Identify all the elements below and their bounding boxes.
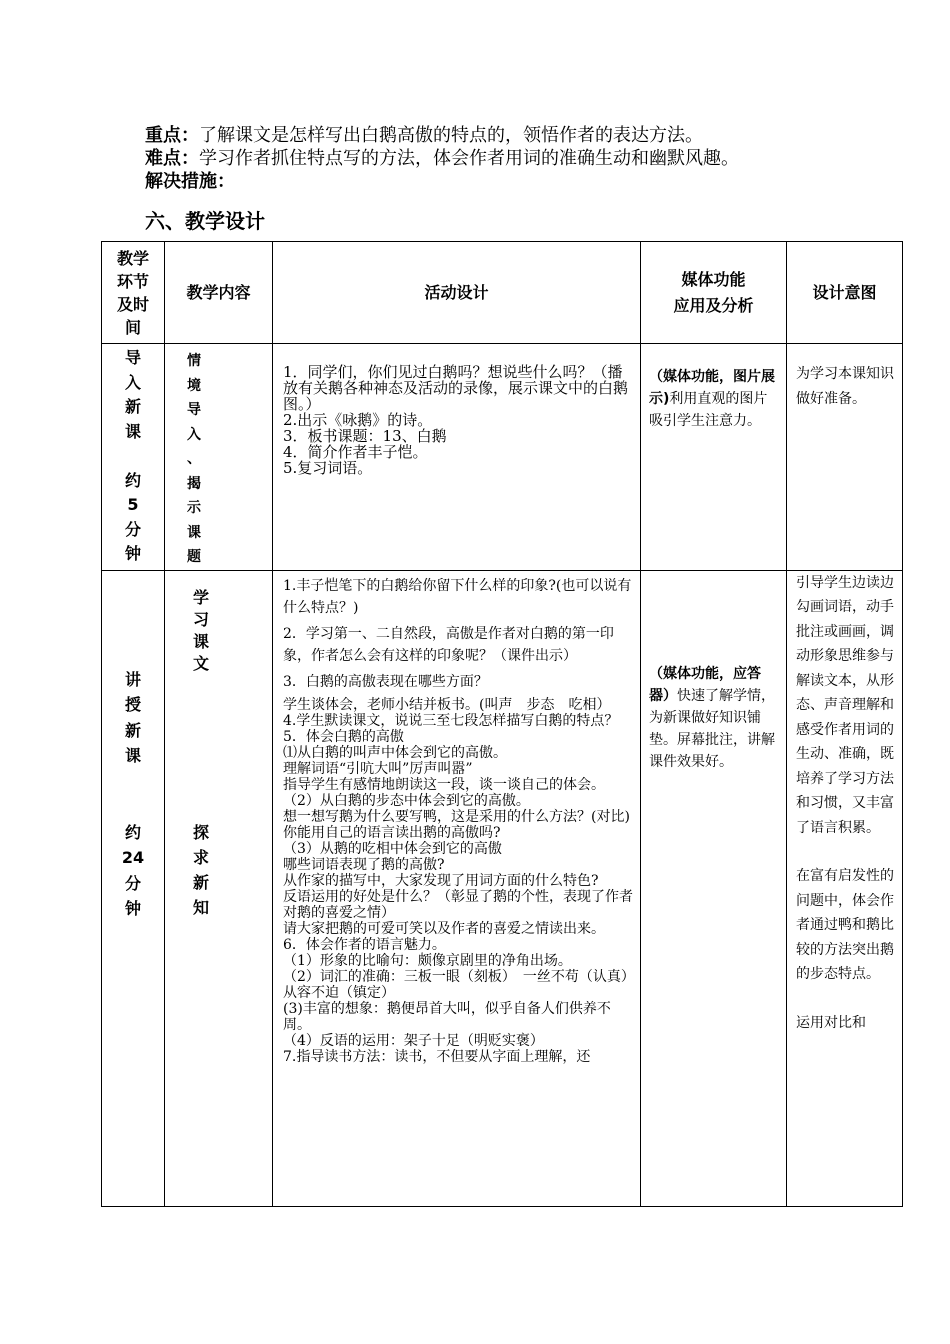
intro-media <box>641 344 787 571</box>
header-media <box>641 242 787 344</box>
intent-paragraph: 运用对比和 <box>796 1014 866 1031</box>
teaching-intent <box>787 570 903 1206</box>
activity-line: 1.丰子恺笔下的白鹅给你留下什么样的印象?(也可以说有什么特点？) <box>283 577 632 616</box>
activity-line: 指导学生有感情地朗读这一段，谈一谈自己的体会。 <box>283 776 605 793</box>
header-stage-line: 环节 <box>116 271 149 291</box>
teaching-stage-char: 24 <box>121 848 145 867</box>
intro-stage-char: 钟 <box>124 544 141 563</box>
teaching-content <box>165 570 273 1206</box>
difficult-point <box>145 147 739 170</box>
header-activity: 活动设计 <box>273 242 641 344</box>
header-stage-line: 及时 <box>116 294 149 314</box>
intro-stage-char: 入 <box>124 372 141 392</box>
teaching-stage-char: 分 <box>124 873 141 893</box>
intro-intent <box>787 344 903 571</box>
teaching-stage-char: 授 <box>124 695 141 714</box>
activity-line: 1．同学们，你们见过白鹅吗？想说些什么吗？（播放有关鹅各种神态及活动的录像，展示课文中的白鹅图。） <box>283 363 629 413</box>
intro-stage-char: 导 <box>124 348 141 367</box>
activity-line: 6．体会作者的语言魅力。 <box>283 936 446 953</box>
intro-stage-char: 新 <box>124 397 141 416</box>
teaching-content-char: 习 <box>193 609 210 629</box>
intent-paragraph: 引导学生边读边勾画词语，动手批注或画画，调动形象思维参与解读文本，从形态、声音理解和感受作者用词的生动、准确，既培养了学习方法和习惯，又丰富了语言积累。 <box>796 574 894 836</box>
intro-media-label: （媒体功能，图片展示) <box>649 369 775 407</box>
activity-line: （4）反语的运用：架子十足（明贬实褒） <box>283 1032 544 1049</box>
header-content: 教学内容 <box>165 242 273 344</box>
intro-content-char: 境 <box>187 377 201 394</box>
header-stage <box>102 242 165 344</box>
key-point-text: 了解课文是怎样写出白鹅高傲的特点的，领悟作者的表达方法。 <box>199 125 703 146</box>
activity-line: 4．简介作者丰子恺。 <box>283 443 428 461</box>
teaching-content-char: 知 <box>193 897 210 917</box>
intro-intent-text: 为学习本课知识做好准备。 <box>796 366 894 407</box>
activity-line: 5.复习词语。 <box>283 459 373 477</box>
header-intent: 设计意图 <box>787 242 903 344</box>
teaching-content-char: 求 <box>193 847 210 867</box>
teaching-media-text: 快速了解学情，为新课做好知识铺垫。屏幕批注，讲解课件效果好。 <box>649 687 775 770</box>
measures-label: 解决措施： <box>145 171 235 192</box>
header-stage-line: 教学 <box>116 248 149 268</box>
activity-line: 反语运用的好处是什么？（彰显了鹅的个性，表现了作者对鹅的喜爱之情） <box>283 888 633 921</box>
teaching-stage-char: 课 <box>124 746 141 765</box>
intro-stage-char: 课 <box>124 421 141 441</box>
intro-content-char: 题 <box>187 549 201 565</box>
intro-content <box>165 344 273 571</box>
section-title: 六、教学设计 <box>145 209 265 233</box>
intro-stage <box>102 344 165 571</box>
activity-line: 2.出示《咏鹅》的诗。 <box>283 411 433 429</box>
activity-line: 5．体会白鹅的高傲 <box>283 728 404 745</box>
intro-stage-char: 约 <box>124 470 141 490</box>
intro-stage-char: 5 <box>127 495 139 514</box>
difficult-point-label: 难点： <box>145 148 199 169</box>
intro-content-char: 揭 <box>187 475 201 492</box>
activity-line: （2）词汇的准确：三板一眼（刻板） 一丝不苟（认真） 从容不迫（镇定） <box>283 968 642 1001</box>
difficult-point-text: 学习作者抓住特点写的方法，体会作者用词的准确生动和幽默风趣。 <box>199 148 739 169</box>
header-media-line: 媒体功能 <box>681 269 746 289</box>
activity-line: 3．板书课题：13、白鹅 <box>283 427 447 445</box>
activity-line: 从作家的描写中，大家发现了用词方面的什么特色? <box>283 872 599 889</box>
teaching-media <box>641 570 787 1206</box>
activity-line: 4.学生默读课文，说说三至七段怎样描写白鹅的特点？ <box>283 712 619 729</box>
activity-line: ⑴从白鹅的叫声中体会到它的高傲。 <box>283 744 507 761</box>
intent-paragraph: 在富有启发性的问题中，体会作者通过鸭和鹅比较的方法突出鹅的步态特点。 <box>796 868 894 982</box>
activity-line: 请大家把鹅的可爱可笑以及作者的喜爱之情读出来。 <box>283 920 605 937</box>
teaching-media-label: （媒体功能，应答器） <box>649 665 761 704</box>
intro-activity <box>273 344 641 571</box>
measures <box>145 170 235 193</box>
activity-line: 3．白鹅的高傲表现在哪些方面？ <box>283 673 488 690</box>
teaching-content-char: 学 <box>193 587 210 607</box>
activity-line: 哪些词语表现了鹅的高傲? <box>283 856 445 873</box>
header-row <box>102 242 903 344</box>
activity-line: 想一想写鹅为什么要写鸭，这是采用的什么方法？(对比) <box>283 808 630 825</box>
header-stage-line: 间 <box>124 317 141 337</box>
intro-content-char: 、 <box>187 451 201 467</box>
teaching-stage-char: 新 <box>124 720 141 740</box>
key-point <box>145 124 703 147</box>
row-teaching <box>102 570 903 1206</box>
activity-line: 2．学习第一、二自然段，高傲是作者对白鹅的第一印象，作者怎么会有这样的印象呢？（课件出示） <box>283 625 614 664</box>
teaching-content-char: 新 <box>193 872 210 892</box>
intro-media-text: 利用直观的图片吸引学生注意力。 <box>649 391 768 429</box>
teaching-stage-char: 约 <box>124 822 141 842</box>
intro-content-char: 入 <box>187 426 201 443</box>
teaching-content-char: 文 <box>193 653 210 673</box>
teaching-stage-char: 钟 <box>124 899 141 918</box>
intro-stage-char: 分 <box>124 519 141 539</box>
activity-line: 7.指导读书方法：读书，不但要从字面上理解，还 <box>283 1048 591 1065</box>
activity-line: 你能用自己的语言读出鹅的高傲吗? <box>283 824 501 841</box>
activity-line: 学生谈体会，老师小结并板书。(叫声 步态 吃相） <box>283 696 611 713</box>
intro-content-char: 情 <box>187 353 201 369</box>
intro-content-char: 课 <box>187 524 201 541</box>
teaching-activity <box>273 570 641 1206</box>
intro-content-char: 示 <box>187 500 201 516</box>
header-media-line: 应用及分析 <box>673 295 754 315</box>
row-intro <box>102 344 903 571</box>
activity-line: （2）从白鹅的步态中体会到它的高傲。 <box>283 792 530 809</box>
teaching-stage-char: 讲 <box>124 669 141 689</box>
key-point-label: 重点： <box>145 125 199 146</box>
intro-content-char: 导 <box>187 402 201 418</box>
activity-line: （3）从鹅的吃相中体会到它的高傲 <box>283 840 502 857</box>
activity-line: 理解词语“引吭大叫”厉声叫嚣” <box>283 760 473 777</box>
activity-line: （1）形象的比喻句：颇像京剧里的净角出场。 <box>283 952 572 969</box>
activity-line: (3)丰富的想象：鹅便昂首大叫，似乎自备人们供养不周。 <box>283 1000 611 1033</box>
teaching-design-table <box>101 241 903 1207</box>
intro-stage-char <box>102 444 164 469</box>
teaching-content-char: 探 <box>193 822 210 842</box>
teaching-content-char: 课 <box>193 631 210 651</box>
